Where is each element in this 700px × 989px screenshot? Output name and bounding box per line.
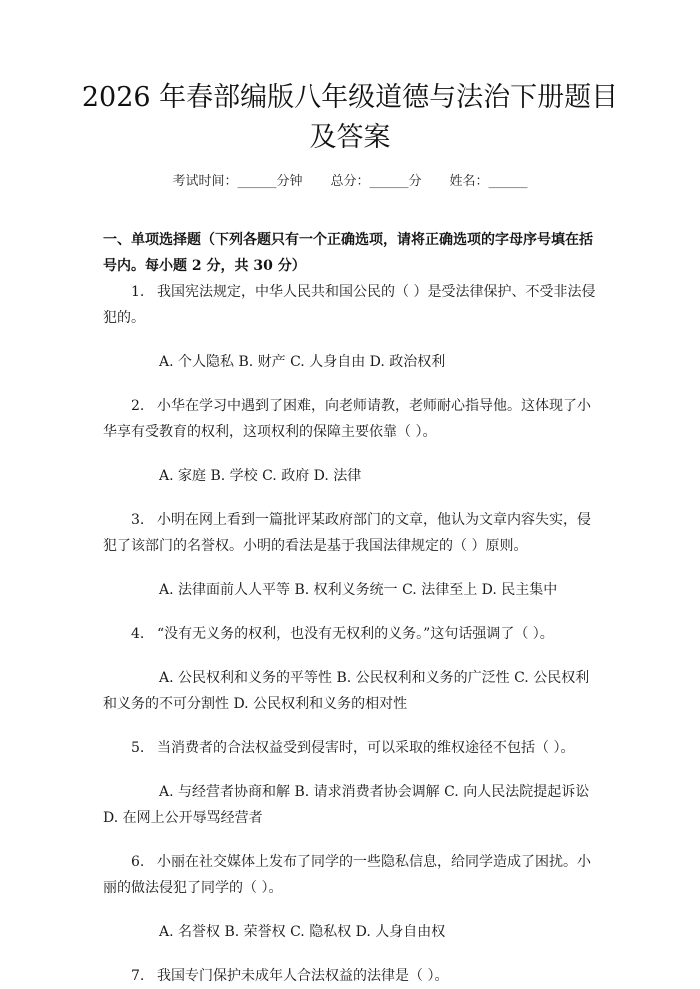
question-text: 当消费者的合法权益受到侵害时，可以采取的维权途径不包括（ ）。 [157, 740, 575, 756]
exam-info-row [0, 170, 700, 189]
question-item [103, 621, 599, 647]
question-item [103, 279, 599, 331]
question-item [103, 507, 599, 559]
question-item [103, 963, 599, 989]
question-item [103, 393, 599, 445]
question-options: A. 公民权利和义务的平等性 B. 公民权利和义务的广泛性 C. 公民权利和义务的不可分割性 D. 公民权利和义务的相对性 [103, 670, 590, 712]
question-number: 7. [131, 968, 145, 984]
question-number: 2. [131, 398, 145, 414]
question-options: A. 法律面前人人平等 B. 权利义务统一 C. 法律至上 D. 民主集中 [159, 582, 558, 598]
question-options: A. 与经营者协商和解 B. 请求消费者协会调解 C. 向人民法院提起诉讼 D. 在网上公开辱骂经营者 [103, 784, 590, 826]
question-options: A. 家庭 B. 学校 C. 政府 D. 法律 [159, 468, 362, 484]
question-text: 小明在网上看到一篇批评某政府部门的文章，他认为文章内容失实，侵犯了该部门的名誉权。小明的看法是基于我国法律规定的（ ）原则。 [103, 512, 591, 554]
title-line-2: 及答案 [309, 122, 391, 153]
title-line-1: 2026 年春部编版八年级道德与法治下册题目 [81, 82, 619, 113]
question-text: 小华在学习中遇到了困难，向老师请教，老师耐心指导他。这体现了小华享有受教育的权利，这项权利的保障主要依靠（ ）。 [103, 398, 591, 440]
question-text: “没有无义务的权利，也没有无权利的义务。”这句话强调了（ ）。 [157, 626, 554, 642]
document-title [60, 78, 640, 158]
exam-time-label: 考试时间：______分钟 [172, 174, 303, 189]
question-number: 3. [131, 512, 145, 528]
question-options: A. 个人隐私 B. 财产 C. 人身自由 D. 政治权利 [159, 354, 446, 370]
question-text: 我国宪法规定，中华人民共和国公民的（ ）是受法律保护、不受非法侵犯的。 [103, 284, 596, 326]
question-item [103, 735, 599, 761]
question-text: 我国专门保护未成年人合法权益的法律是（ ）。 [157, 968, 449, 984]
question-number: 1. [131, 284, 145, 300]
question-item [103, 849, 599, 901]
exam-name-label: 姓名：______ [449, 174, 528, 189]
question-number: 4. [131, 626, 145, 642]
question-list [103, 279, 599, 989]
question-text: 小丽在社交媒体上发布了同学的一些隐私信息，给同学造成了困扰。小丽的做法侵犯了同学的（ ）。 [103, 854, 591, 896]
section-heading: 一、单项选择题（下列各题只有一个正确选项，请将正确选项的字母序号填在括号内。每小题 2 分，共 30 分） [103, 232, 593, 274]
question-number: 5. [131, 740, 145, 756]
exam-score-label: 总分：______分 [330, 174, 422, 189]
question-number: 6. [131, 854, 145, 870]
question-options: A. 名誉权 B. 荣誉权 C. 隐私权 D. 人身自由权 [159, 924, 446, 940]
